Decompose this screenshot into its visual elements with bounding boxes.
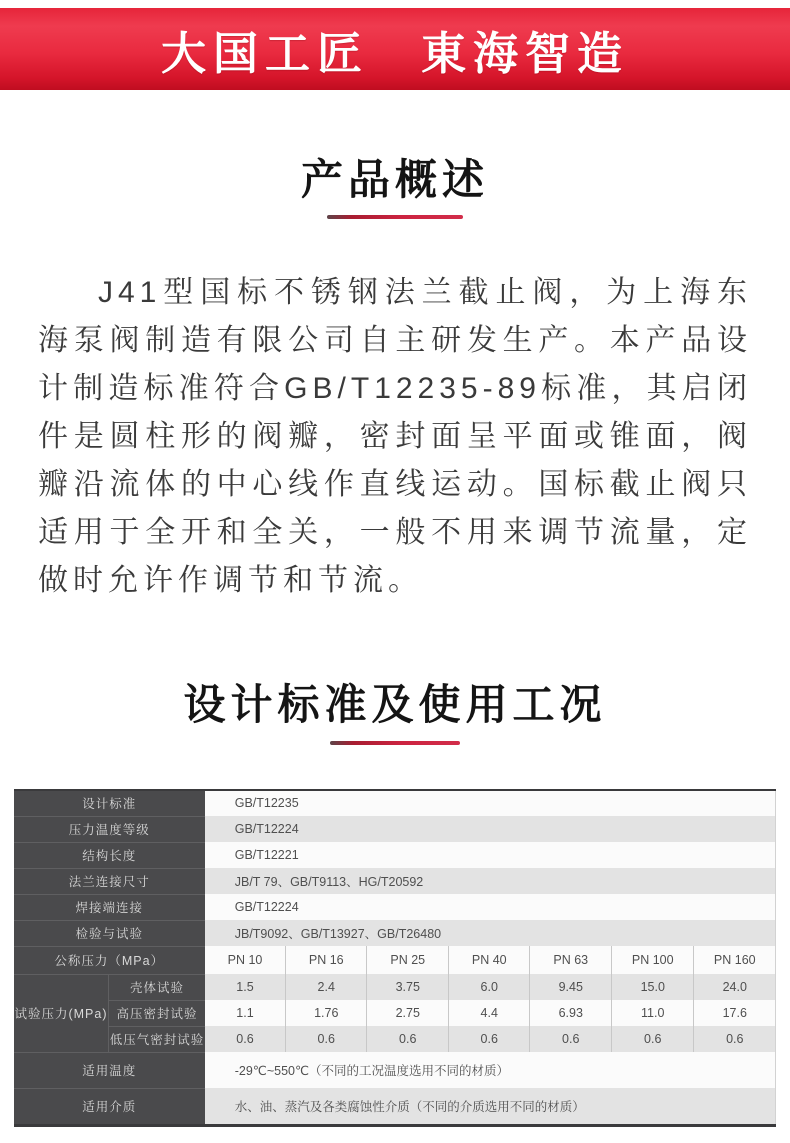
test-value: 6.0 — [449, 974, 530, 1000]
pn-value: PN 160 — [694, 946, 776, 974]
spec-sublabel: 低压气密封试验 — [109, 1026, 205, 1052]
test-value: 0.6 — [205, 1026, 286, 1052]
spec-label: 压力温度等级 — [14, 816, 205, 842]
spec-label: 适用介质 — [14, 1088, 205, 1125]
test-value: 3.75 — [367, 974, 449, 1000]
pn-value: PN 63 — [530, 946, 612, 974]
spec-value: JB/T 79、GB/T9113、HG/T20592 — [205, 868, 776, 894]
spec-value: GB/T12224 — [205, 894, 776, 920]
spec-sublabel: 高压密封试验 — [109, 1000, 205, 1026]
test-value: 0.6 — [530, 1026, 612, 1052]
test-value: 17.6 — [694, 1000, 776, 1026]
spec-label: 设计标准 — [14, 790, 205, 817]
spec-row-applicable-medium — [14, 1088, 776, 1125]
spec-row-design-standard — [14, 790, 776, 817]
pn-value: PN 10 — [205, 946, 286, 974]
spec-label: 法兰连接尺寸 — [14, 868, 205, 894]
spec-row-flange-dimensions — [14, 868, 776, 894]
spec-label: 检验与试验 — [14, 920, 205, 946]
test-value: 9.45 — [530, 974, 612, 1000]
brand-slogan: 大国工匠 東海智造 — [160, 27, 629, 79]
spec-value: GB/T12235 — [205, 790, 776, 817]
spec-label: 结构长度 — [14, 842, 205, 868]
test-value: 2.4 — [286, 974, 367, 1000]
brand-banner — [0, 8, 790, 90]
test-value: 0.6 — [449, 1026, 530, 1052]
spec-sublabel: 壳体试验 — [109, 974, 205, 1000]
spec-table — [14, 789, 777, 1127]
spec-row-shell-test — [14, 974, 776, 1000]
test-value: 11.0 — [612, 1000, 694, 1026]
test-value: 15.0 — [612, 974, 694, 1000]
spec-value: JB/T9092、GB/T13927、GB/T26480 — [205, 920, 776, 946]
specs-section-title: 设计标准及使用工况 — [183, 681, 607, 729]
pn-value: PN 100 — [612, 946, 694, 974]
spec-label: 公称压力（MPa） — [14, 946, 205, 974]
specs-title-underline — [330, 741, 460, 745]
spec-row-applicable-temperature — [14, 1052, 776, 1088]
spec-row-high-pressure-seal-test — [14, 1000, 776, 1026]
pn-value: PN 25 — [367, 946, 449, 974]
spec-row-pressure-temp-class — [14, 816, 776, 842]
test-value: 0.6 — [286, 1026, 367, 1052]
test-value: 0.6 — [367, 1026, 449, 1052]
spec-label: 适用温度 — [14, 1052, 205, 1088]
spec-value: GB/T12224 — [205, 816, 776, 842]
test-pressure-group-label: 试验压力(MPa) — [14, 974, 109, 1052]
test-value: 24.0 — [694, 974, 776, 1000]
spec-row-low-pressure-air-seal-test — [14, 1026, 776, 1052]
test-value: 4.4 — [449, 1000, 530, 1026]
spec-row-structure-length — [14, 842, 776, 868]
test-value: 0.6 — [694, 1026, 776, 1052]
spec-value: GB/T12221 — [205, 842, 776, 868]
spec-row-nominal-pressure — [14, 946, 776, 974]
test-value: 6.93 — [530, 1000, 612, 1026]
test-value: 2.75 — [367, 1000, 449, 1026]
overview-title-underline — [327, 215, 463, 219]
overview-paragraph: J41型国标不锈钢法兰截止阀，为上海东海泵阀制造有限公司自主研发生产。本产品设计制造标准符合GB/T12235-89标准，其启闭件是圆柱形的阀瓣，密封面呈平面或锥面，阀瓣沿流体的中心线作直线运动。国标截止阀只适用于全开和全关，一般不用来调节流量，定做时允许作调节和节流。 — [38, 276, 752, 598]
test-value: 1.5 — [205, 974, 286, 1000]
test-value: 0.6 — [612, 1026, 694, 1052]
spec-value: -29℃~550℃（不同的工况温度选用不同的材质） — [205, 1052, 776, 1088]
test-value: 1.76 — [286, 1000, 367, 1026]
test-value: 1.1 — [205, 1000, 286, 1026]
overview-section-title: 产品概述 — [300, 156, 489, 203]
spec-row-weld-end-connection — [14, 894, 776, 920]
pn-value: PN 40 — [449, 946, 530, 974]
spec-label: 焊接端连接 — [14, 894, 205, 920]
spec-row-inspection-test — [14, 920, 776, 946]
pn-value: PN 16 — [286, 946, 367, 974]
spec-value: 水、油、蒸汽及各类腐蚀性介质（不同的介质选用不同的材质） — [205, 1088, 776, 1125]
